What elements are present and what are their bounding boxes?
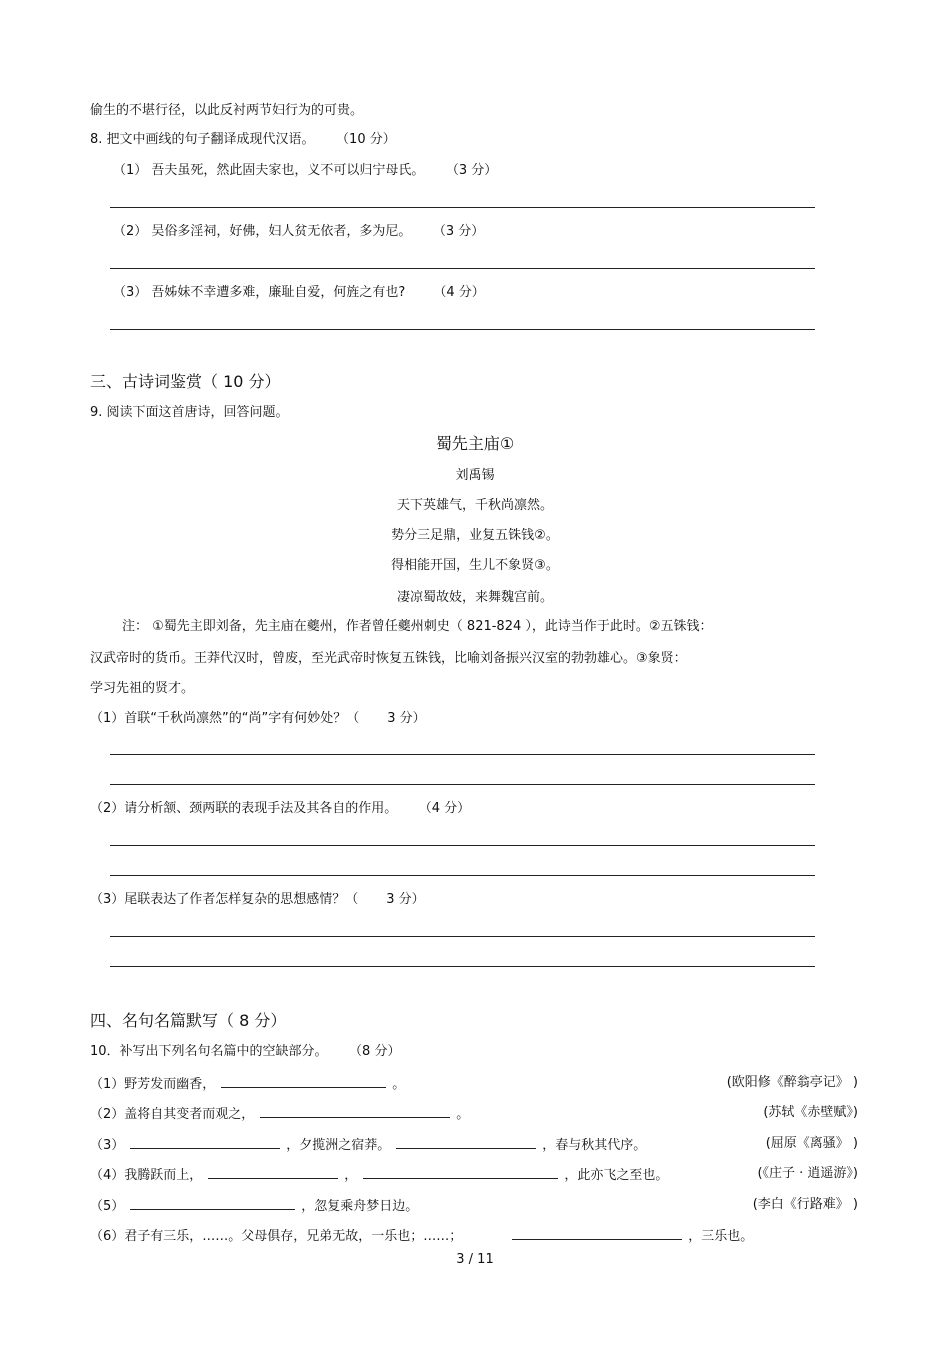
q8-item-2-text: （2） 吴俗多淫祠，好佛，妇人贫无依者，多为尼。	[113, 224, 412, 239]
item-text: 野芳发而幽香，	[124, 1077, 216, 1092]
answer-line[interactable]	[110, 784, 815, 785]
q9-title: 9. 阅读下面这首唐诗，回答问题。	[90, 405, 289, 420]
q10-item-4	[90, 1166, 668, 1184]
q10-source-2: (苏轼《赤壁赋》)	[763, 1105, 858, 1120]
item-number: （4）	[90, 1168, 125, 1183]
item-number: （2）	[90, 1107, 125, 1122]
poem-note-1: 注： ①蜀先主即刘备，先主庙在夔州，作者曾任夔州刺史（ 821-824 ），此诗当作于此时。②五铢钱：	[122, 619, 713, 634]
continued-text: 偷生的不堪行径，以此反衬两节妇行为的可贵。	[90, 103, 364, 118]
q10-item-5	[90, 1197, 418, 1215]
answer-line[interactable]	[110, 207, 815, 208]
item-text: ，春与秋其代序。	[542, 1138, 647, 1153]
item-text: ，夕揽洲之宿莽。	[286, 1138, 391, 1153]
poem-title: 蜀先主庙①	[435, 434, 515, 453]
q8-item-3-points: （4 分）	[433, 285, 485, 300]
q9-sub-2	[90, 801, 470, 817]
q9-sub-2-text: （2）请分析颔、颈两联的表现手法及其各自的作用。	[90, 801, 398, 816]
fill-blank[interactable]	[130, 1136, 280, 1149]
q8-item-3-text: （3） 吾姊妹不幸遭多难，廉耻自爱，何旌之有也?	[113, 285, 406, 300]
q10-source-5: (李白《行路难》 )	[752, 1197, 858, 1212]
q8-item-3	[113, 285, 485, 301]
item-text: 盖将自其变者而观之，	[124, 1107, 255, 1122]
poem-author: 刘禹锡	[455, 468, 495, 483]
poem-note-2: 汉武帝时的货币。王莽代汉时，曾废，至光武帝时恢复五铢钱，比喻刘备振兴汉室的勃勃雄心。③象贤：	[90, 651, 687, 666]
item-number: （5）	[90, 1199, 125, 1214]
answer-line[interactable]	[110, 966, 815, 967]
section-4-heading: 四、名句名篇默写（ 8 分）	[90, 1011, 287, 1030]
answer-line[interactable]	[110, 268, 815, 269]
poem-line-2: 势分三足鼎，业复五铢钱②。	[391, 528, 559, 543]
page-number: 3 / 11	[456, 1252, 494, 1267]
q9-sub-1-text: （1）首联“千秋尚凛然”的“尚”字有何妙处？（	[90, 711, 360, 726]
q10-item-3	[90, 1136, 646, 1154]
q9-sub-3	[90, 892, 425, 908]
q9-sub-3-points: 3 分）	[386, 892, 425, 907]
q8-title-text: 8. 把文中画线的句子翻译成现代汉语。	[90, 132, 315, 147]
q8-item-2-points: （3 分）	[439, 224, 485, 239]
item-text: ，此亦飞之至也。	[564, 1168, 669, 1183]
answer-line[interactable]	[110, 936, 815, 937]
poem-note-3: 学习先祖的贤才。	[90, 681, 195, 696]
q9-sub-1-points: 3 分）	[387, 711, 426, 726]
q10-title-text: 10．补写出下列名句名篇中的空缺部分。	[90, 1044, 328, 1059]
q8-item-1	[113, 163, 497, 179]
q8-item-1-text: （1） 吾夫虽死，然此固夫家也，义不可以归宁母氏。	[113, 163, 425, 178]
q8-points: （10 分）	[342, 132, 396, 147]
item-text: ，三乐也。	[688, 1229, 754, 1244]
poem-line-4: 凄凉蜀故妓，来舞魏宫前。	[396, 590, 553, 605]
item-text: 。	[392, 1077, 406, 1092]
answer-line[interactable]	[110, 754, 815, 755]
fill-blank[interactable]	[208, 1166, 338, 1179]
item-text: ，	[344, 1168, 358, 1183]
q10-item-1	[90, 1075, 405, 1093]
q8-item-2	[113, 224, 484, 240]
q10-source-1: (欧阳修《醉翁亭记》 )	[726, 1075, 858, 1090]
fill-blank[interactable]	[260, 1105, 450, 1118]
item-number: （1）	[90, 1077, 125, 1092]
q10-item-2	[90, 1105, 469, 1123]
q9-sub-1	[90, 711, 426, 727]
q10-source-3: (屈原《离骚》 )	[765, 1136, 858, 1151]
section-3-heading: 三、古诗词鉴赏（ 10 分）	[90, 372, 281, 391]
item-text: 我腾跃而上，	[124, 1168, 203, 1183]
q9-sub-2-points: （4 分）	[425, 801, 471, 816]
answer-line[interactable]	[110, 329, 815, 330]
item-number: （3）	[90, 1138, 125, 1153]
item-text: 君子有三乐，……。父母俱存，兄弟无故，一乐也；……；	[124, 1229, 463, 1244]
item-number: （6）	[90, 1229, 125, 1244]
answer-line[interactable]	[110, 845, 815, 846]
fill-blank[interactable]	[363, 1166, 558, 1179]
q10-item-6	[90, 1227, 753, 1245]
poem-line-3: 得相能开国，生儿不象贤③。	[391, 558, 559, 573]
fill-blank[interactable]	[396, 1136, 536, 1149]
q10-points: （8 分）	[355, 1044, 401, 1059]
fill-blank[interactable]	[512, 1227, 682, 1240]
q10-title	[90, 1044, 400, 1060]
poem-line-1: 天下英雄气，千秋尚凛然。	[396, 498, 553, 513]
answer-line[interactable]	[110, 875, 815, 876]
fill-blank[interactable]	[130, 1197, 295, 1210]
q8-title	[90, 132, 396, 148]
q9-sub-3-text: （3）尾联表达了作者怎样复杂的思想感情？（	[90, 892, 359, 907]
q8-item-1-points: （3 分）	[452, 163, 498, 178]
item-text: 。	[456, 1107, 470, 1122]
q10-source-4: (《庄子 · 逍遥游》)	[757, 1166, 858, 1181]
fill-blank[interactable]	[221, 1075, 386, 1088]
item-text: ，忽复乘舟梦日边。	[301, 1199, 419, 1214]
